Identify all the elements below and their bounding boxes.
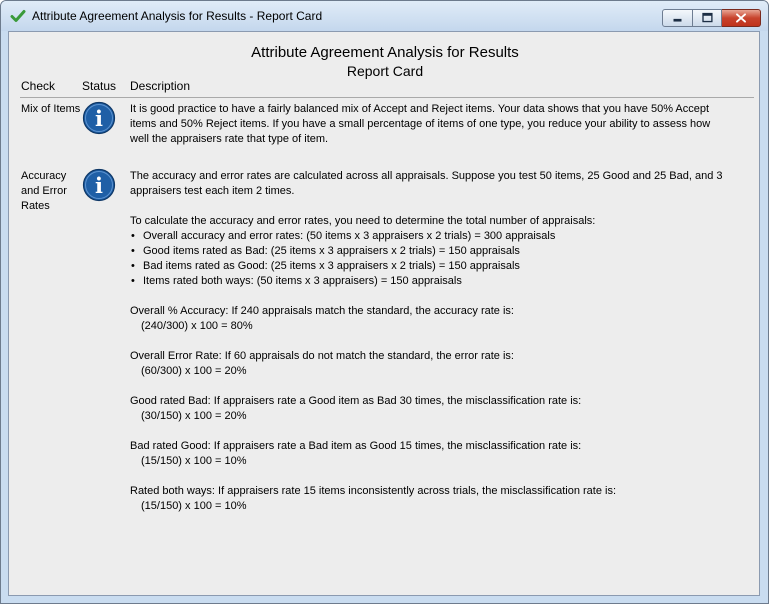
example-label: Bad rated Good: If appraisers rate a Bad item as Good 15 times, the misclassification rate is: xyxy=(130,440,582,452)
restore-icon xyxy=(693,10,721,26)
close-button[interactable] xyxy=(722,9,761,27)
list-item: • Good items rated as Bad: (25 items x 3 appraisers x 2 trials) = 150 appraisals xyxy=(130,244,730,259)
checkmark-icon xyxy=(10,8,26,24)
example-formula: (15/150) x 100 = 10% xyxy=(141,455,247,467)
info-icon xyxy=(82,101,116,135)
report-title: Attribute Agreement Analysis for Results xyxy=(251,44,519,61)
close-icon xyxy=(722,10,760,26)
column-header-description: Description xyxy=(130,79,191,93)
minimize-button[interactable] xyxy=(662,9,693,27)
accuracy-intro-text: The accuracy and error rates are calculated across all appraisals. Suppose you test 50 items, 25 Good and 25 Bad, and 3 appraisers test each item 2 times. xyxy=(130,170,723,197)
example-label: Overall % Accuracy: If 240 appraisals match the standard, the accuracy rate is: xyxy=(130,305,514,317)
example-formula: (240/300) x 100 = 80% xyxy=(141,320,253,332)
example-label: Overall Error Rate: If 60 appraisals do not match the standard, the error rate is: xyxy=(130,350,514,362)
description-accuracy-error-rates xyxy=(130,169,730,514)
example-formula: (30/150) x 100 = 20% xyxy=(141,410,247,422)
window-title: Attribute Agreement Analysis for Results - Report Card xyxy=(32,9,323,23)
example-formula: (60/300) x 100 = 20% xyxy=(141,365,247,377)
check-label-accuracy-error-rates: Accuracy and Error Rates xyxy=(21,170,67,212)
mix-of-items-text: It is good practice to have a fairly balanced mix of Accept and Reject items. Your data shows that you have 50% Accept items and 50% Reject items. If you have a small percentage of items of one type, you reduce your ability to assess how well the appraisers rate that type of item. xyxy=(130,103,711,145)
header-divider xyxy=(20,97,754,98)
example-label: Good rated Bad: If appraisers rate a Good item as Bad 30 times, the misclassification rate is: xyxy=(130,395,582,407)
list-item: • Overall accuracy and error rates: (50 items x 3 appraisers x 2 trials) = 300 appraisals xyxy=(130,229,730,244)
info-icon xyxy=(82,168,116,202)
list-item: • Items rated both ways: (50 items x 3 appraisers) = 150 appraisals xyxy=(130,274,730,289)
minimize-icon xyxy=(663,10,692,26)
report-subtitle: Report Card xyxy=(346,63,424,79)
column-header-check: Check xyxy=(21,79,56,93)
check-label-mix-of-items: Mix of Items xyxy=(21,103,81,115)
description-mix-of-items xyxy=(130,102,730,147)
example-label: Rated both ways: If appraisers rate 15 items inconsistently across trials, the misclassification rate is: xyxy=(130,485,617,497)
list-item: • Bad items rated as Good: (25 items x 3 appraisers x 2 trials) = 150 appraisals xyxy=(130,259,730,274)
svg-text:i: i xyxy=(95,173,103,198)
report-card-content xyxy=(8,31,760,596)
column-header-status: Status xyxy=(82,79,117,93)
maximize-button[interactable] xyxy=(693,9,722,27)
example-formula: (15/150) x 100 = 10% xyxy=(141,500,247,512)
appraisal-count-list xyxy=(130,229,730,289)
calc-intro-text: To calculate the accuracy and error rates, you need to determine the total number of appraisals: xyxy=(130,215,596,227)
title-bar[interactable] xyxy=(1,1,768,31)
svg-text:i: i xyxy=(95,106,103,131)
